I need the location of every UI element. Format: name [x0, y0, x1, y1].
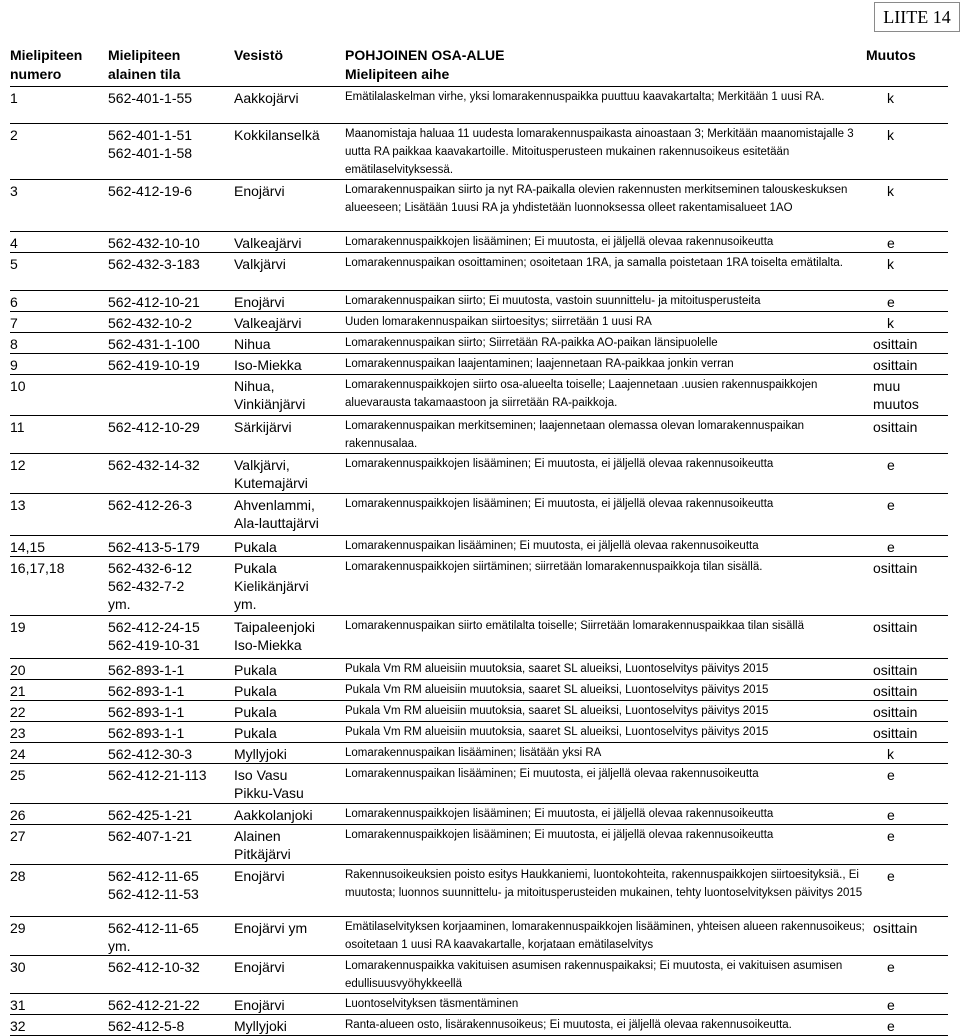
cell-change: [869, 722, 948, 743]
cell-subject: Lomarakennuspaikan lisääminen; Ei muutosta, ei jäljellä olevaa rakennusoikeutta: [345, 536, 869, 557]
cell-change: [869, 291, 948, 312]
cell-number: 12: [10, 454, 108, 494]
cell-line: 562-893-1-1: [108, 662, 185, 678]
cell-line: 562-412-10-29: [108, 419, 200, 435]
cell-water: [234, 616, 345, 659]
table-row: [10, 291, 948, 312]
cell-water: [234, 865, 345, 917]
cell-change: [869, 956, 948, 994]
cell-property: [108, 312, 234, 333]
cell-subject: Lomarakennuspaikan siirto; Ei muutosta, vastoin suunnittelu- ja mitoitusperusteita: [345, 291, 869, 312]
cell-change: [869, 180, 948, 232]
table-row: [10, 536, 948, 557]
cell-line: e: [887, 457, 895, 473]
cell-line: 562-412-11-53: [108, 886, 199, 902]
cell-line: osittain: [873, 357, 918, 373]
cell-change: [869, 375, 948, 416]
cell-subject: Emätilalaskelman virhe, yksi lomarakennuspaikka puuttuu kaavakartalta; Merkitään 1 uusi RA.: [345, 87, 869, 124]
cell-change: [869, 616, 948, 659]
cell-line: 562-431-1-100: [108, 336, 200, 352]
cell-water: [234, 994, 345, 1015]
cell-number: 24: [10, 743, 108, 764]
cell-change: [869, 680, 948, 701]
cell-number: 7: [10, 312, 108, 333]
cell-line: Pitkäjärvi: [234, 846, 291, 862]
cell-subject: Maanomistaja haluaa 11 uudesta lomarakennuspaikasta ainoastaan 3; Merkitään maanomistajalle 3 uutta RA paikkaa kaavakartoille. Mitoitusperusteen mukainen rakennusoikeus esitetään emätilaselvityksessä.: [345, 124, 869, 180]
cell-line: Iso Vasu: [234, 767, 288, 783]
cell-line: osittain: [873, 704, 918, 720]
cell-property: [108, 743, 234, 764]
cell-line: 562-893-1-1: [108, 725, 185, 741]
header-change: Muutos: [866, 47, 916, 63]
cell-line: 562-432-6-12: [108, 560, 193, 576]
cell-line: k: [887, 127, 894, 143]
cell-number: 22: [10, 701, 108, 722]
cell-line: ym.: [234, 596, 257, 612]
cell-line: 562-412-10-32: [108, 959, 200, 975]
cell-water: [234, 764, 345, 804]
cell-line: Särkijärvi: [234, 419, 292, 435]
table-row: [10, 454, 948, 494]
cell-number: 16,17,18: [10, 557, 108, 616]
table-row: [10, 722, 948, 743]
cell-change: [869, 312, 948, 333]
header-water: Vesistö: [234, 47, 284, 63]
cell-subject: Lomarakennuspaikkojen lisääminen; Ei muutosta, ei jäljellä olevaa rakennusoikeutta: [345, 804, 869, 825]
cell-subject: Ranta-alueen osto, lisärakennusoikeus; Ei muutosta, ei jäljellä olevaa rakennusoikeutta.: [345, 1015, 869, 1036]
cell-number: 1: [10, 87, 108, 124]
cell-line: Pukala: [234, 704, 277, 720]
cell-line: k: [887, 315, 894, 331]
cell-line: 562-413-5-179: [108, 539, 200, 555]
cell-number: 6: [10, 291, 108, 312]
cell-subject: Emätilaselvityksen korjaaminen, lomarakennuspaikkojen lisääminen, yhteisen alueen rakennusoikeus; osoitetaan 1 uusi RA kaavakartalle, korjataan emätilaselvitys: [345, 917, 869, 956]
cell-subject: Pukala Vm RM alueisiin muutoksia, saaret SL alueiksi, Luontoselvitys päivitys 2015: [345, 659, 869, 680]
cell-line: ym.: [108, 938, 131, 954]
cell-property: [108, 454, 234, 494]
header-sender: Mielipiteen alainen tila: [108, 47, 181, 82]
cell-line: osittain: [873, 683, 918, 699]
cell-number: 5: [10, 253, 108, 291]
cell-line: Nihua: [234, 336, 271, 352]
cell-line: 562-401-1-55: [108, 90, 193, 106]
cell-line: 562-432-10-10: [108, 235, 200, 251]
table-row: [10, 680, 948, 701]
cell-number: 28: [10, 865, 108, 917]
cell-subject: Lomarakennuspaikkojen siirto osa-alueelta toiselle; Laajennetaan .uusien rakennuspaikkojen aluevarausta takamaastoon ja siirretään RA-paikkoja.: [345, 375, 869, 416]
cell-line: osittain: [873, 920, 918, 936]
table-row: [10, 416, 948, 454]
cell-subject: Lomarakennuspaikan lisääminen; Ei muutosta, ei jäljellä olevaa rakennusoikeutta: [345, 764, 869, 804]
cell-line: 562-412-11-65: [108, 868, 199, 884]
cell-number: 27: [10, 825, 108, 865]
cell-line: muutos: [873, 396, 919, 412]
cell-line: 562-432-7-2: [108, 578, 185, 594]
cell-property: [108, 722, 234, 743]
cell-change: [869, 232, 948, 253]
cell-number: 25: [10, 764, 108, 804]
cell-water: [234, 804, 345, 825]
cell-water: [234, 1015, 345, 1036]
cell-change: [869, 764, 948, 804]
cell-line: 562-412-24-15: [108, 619, 200, 635]
cell-property: [108, 87, 234, 124]
cell-property: [108, 354, 234, 375]
cell-property: [108, 956, 234, 994]
cell-line: Kokkilanselkä: [234, 127, 320, 143]
cell-property: [108, 375, 234, 416]
header-subject: POHJOINEN OSA-ALUE Mielipiteen aihe: [345, 47, 505, 82]
cell-line: Myllyjoki: [234, 746, 287, 762]
cell-water: [234, 375, 345, 416]
cell-change: [869, 494, 948, 536]
cell-line: 562-419-10-19: [108, 357, 200, 373]
table-row: [10, 616, 948, 659]
cell-line: Taipaleenjoki: [234, 619, 315, 635]
cell-line: Iso-Miekka: [234, 357, 302, 373]
table-row: [10, 917, 948, 956]
cell-subject: Lomarakennuspaikan osoittaminen; osoitetaan 1RA, ja samalla poistetaan 1RA toiselta emätilalta.: [345, 253, 869, 291]
cell-water: [234, 232, 345, 253]
cell-property: [108, 494, 234, 536]
cell-property: [108, 764, 234, 804]
cell-water: [234, 416, 345, 454]
cell-line: 562-893-1-1: [108, 683, 185, 699]
cell-line: Alainen: [234, 828, 281, 844]
cell-subject: Luontoselvityksen täsmentäminen: [345, 994, 869, 1015]
cell-property: [108, 253, 234, 291]
appendix-label: LIITE 14: [874, 2, 960, 32]
cell-line: 562-412-11-65: [108, 920, 199, 936]
cell-property: [108, 917, 234, 956]
cell-line: Enojärvi: [234, 959, 285, 975]
table-row: [10, 701, 948, 722]
cell-subject: Lomarakennuspaikan laajentaminen; laajennetaan RA-paikkaa jonkin verran: [345, 354, 869, 375]
cell-number: 23: [10, 722, 108, 743]
table-row: [10, 354, 948, 375]
cell-line: Iso-Miekka: [234, 637, 302, 653]
cell-water: [234, 557, 345, 616]
cell-number: 32: [10, 1015, 108, 1036]
table-row: [10, 764, 948, 804]
cell-property: [108, 680, 234, 701]
cell-line: 562-419-10-31: [108, 637, 200, 653]
table-row: [10, 124, 948, 180]
cell-number: 13: [10, 494, 108, 536]
cell-line: e: [887, 539, 895, 555]
cell-line: Ahvenlammi,: [234, 497, 315, 513]
cell-line: 562-412-30-3: [108, 746, 193, 762]
cell-line: 562-407-1-21: [108, 828, 193, 844]
cell-property: [108, 701, 234, 722]
cell-line: Ala-lauttajärvi: [234, 515, 319, 531]
cell-change: [869, 804, 948, 825]
cell-change: [869, 994, 948, 1015]
cell-line: k: [887, 256, 894, 272]
cell-subject: Lomarakennuspaikan lisääminen; lisätään yksi RA: [345, 743, 869, 764]
cell-water: [234, 680, 345, 701]
cell-line: k: [887, 746, 894, 762]
cell-line: 562-412-26-3: [108, 497, 193, 513]
cell-line: e: [887, 497, 895, 513]
header-number: Mielipiteen numero: [10, 47, 83, 82]
cell-property: [108, 825, 234, 865]
cell-number: 10: [10, 375, 108, 416]
table-row: [10, 494, 948, 536]
cell-property: [108, 659, 234, 680]
cell-number: 29: [10, 917, 108, 956]
cell-line: Aakkojärvi: [234, 90, 299, 106]
cell-line: osittain: [873, 336, 918, 352]
cell-line: 562-412-5-8: [108, 1018, 185, 1034]
cell-line: 562-432-3-183: [108, 256, 200, 272]
cell-line: Enojärvi: [234, 997, 285, 1013]
cell-line: osittain: [873, 560, 918, 576]
cell-subject: Lomarakennuspaikka vakituisen asumisen rakennuspaikaksi; Ei muutosta, ei vakituisen asumisen edullisuusvyöhykkeellä: [345, 956, 869, 994]
cell-water: [234, 917, 345, 956]
table-row: [10, 994, 948, 1015]
cell-number: 8: [10, 333, 108, 354]
table-row: [10, 87, 948, 124]
cell-line: Vinkiänjärvi: [234, 396, 306, 412]
cell-line: Pukala: [234, 725, 277, 741]
cell-change: [869, 917, 948, 956]
cell-water: [234, 291, 345, 312]
cell-change: [869, 354, 948, 375]
cell-change: [869, 536, 948, 557]
table-row: [10, 1015, 948, 1036]
cell-subject: Lomarakennuspaikkojen lisääminen; Ei muutosta, ei jäljellä olevaa rakennusoikeutta: [345, 825, 869, 865]
cell-property: [108, 616, 234, 659]
cell-number: 9: [10, 354, 108, 375]
cell-change: [869, 87, 948, 124]
table-row: [10, 333, 948, 354]
cell-subject: Lomarakennuspaikan siirto ja nyt RA-paikalla olevien rakennusten merkitseminen talouskeskuksen alueeseen; Lisätään 1uusi RA ja yhdistetään luonnoksessa olleet rakentamisalueet 1AO: [345, 180, 869, 232]
cell-water: [234, 312, 345, 333]
cell-number: 31: [10, 994, 108, 1015]
cell-number: 19: [10, 616, 108, 659]
cell-subject: Rakennusoikeuksien poisto esitys Haukkaniemi, luontokohteita, rakennuspaikkojen siirtoesityksiä., Ei muutosta; luonnos suunnittelu- ja mitoitusperusteiden mukainen, tehty luontoselvityksen päivitys 2015: [345, 865, 869, 917]
cell-subject: Pukala Vm RM alueisiin muutoksia, saaret SL alueiksi, Luontoselvitys päivitys 2015: [345, 680, 869, 701]
cell-number: 30: [10, 956, 108, 994]
cell-line: e: [887, 767, 895, 783]
cell-change: [869, 659, 948, 680]
cell-change: [869, 825, 948, 865]
cell-water: [234, 722, 345, 743]
cell-line: Aakkolanjoki: [234, 807, 313, 823]
cell-water: [234, 825, 345, 865]
table-row: [10, 375, 948, 416]
cell-property: [108, 804, 234, 825]
cell-line: k: [887, 90, 894, 106]
cell-line: 562-412-10-21: [108, 294, 200, 310]
cell-property: [108, 232, 234, 253]
cell-line: e: [887, 807, 895, 823]
cell-subject: Lomarakennuspaikkojen lisääminen; Ei muutosta, ei jäljellä olevaa rakennusoikeutta: [345, 494, 869, 536]
table-header: [0, 46, 960, 86]
cell-water: [234, 87, 345, 124]
table-row: [10, 804, 948, 825]
cell-line: 562-401-1-51: [108, 127, 193, 143]
cell-line: e: [887, 1018, 895, 1034]
cell-line: osittain: [873, 419, 918, 435]
cell-number: 14,15: [10, 536, 108, 557]
cell-line: Enojärvi: [234, 294, 285, 310]
cell-property: [108, 1015, 234, 1036]
table-row: [10, 180, 948, 232]
cell-subject: Lomarakennuspaikan siirto; Siirretään RA-paikka AO-paikan länsipuolelle: [345, 333, 869, 354]
cell-line: Valkjärvi: [234, 256, 286, 272]
cell-property: [108, 536, 234, 557]
cell-change: [869, 253, 948, 291]
cell-change: [869, 701, 948, 722]
cell-property: [108, 557, 234, 616]
cell-line: Pukala: [234, 683, 277, 699]
cell-line: osittain: [873, 619, 918, 635]
cell-property: [108, 865, 234, 917]
table-row: [10, 659, 948, 680]
cell-line: e: [887, 868, 895, 884]
cell-line: Enojärvi: [234, 868, 285, 884]
cell-water: [234, 956, 345, 994]
cell-line: 562-401-1-58: [108, 145, 193, 161]
table-row: [10, 865, 948, 917]
cell-property: [108, 416, 234, 454]
cell-line: Enojärvi: [234, 183, 285, 199]
cell-line: Valkjärvi,: [234, 457, 290, 473]
cell-property: [108, 994, 234, 1015]
table-row: [10, 557, 948, 616]
cell-water: [234, 659, 345, 680]
cell-water: [234, 180, 345, 232]
cell-water: [234, 494, 345, 536]
cell-property: [108, 124, 234, 180]
table-row: [10, 232, 948, 253]
cell-line: Kutemajärvi: [234, 475, 308, 491]
table-row: [10, 253, 948, 291]
cell-line: e: [887, 997, 895, 1013]
table-row: [10, 956, 948, 994]
cell-water: [234, 701, 345, 722]
cell-line: Kielikänjärvi: [234, 578, 309, 594]
cell-property: [108, 333, 234, 354]
cell-subject: Lomarakennuspaikan merkitseminen; laajennetaan olemassa olevan lomarakennuspaikan rakennusalaa.: [345, 416, 869, 454]
cell-property: [108, 180, 234, 232]
cell-line: Valkeajärvi: [234, 315, 302, 331]
cell-water: [234, 536, 345, 557]
cell-water: [234, 454, 345, 494]
cell-change: [869, 124, 948, 180]
cell-line: Pikku-Vasu: [234, 785, 304, 801]
cell-water: [234, 124, 345, 180]
cell-line: Pukala: [234, 560, 277, 576]
cell-subject: Uuden lomarakennuspaikan siirtoesitys; siirretään 1 uusi RA: [345, 312, 869, 333]
cell-number: 4: [10, 232, 108, 253]
cell-line: 562-412-21-113: [108, 767, 207, 783]
cell-line: Valkeajärvi: [234, 235, 302, 251]
cell-line: Enojärvi ym: [234, 920, 308, 936]
cell-line: ym.: [108, 596, 131, 612]
cell-line: osittain: [873, 662, 918, 678]
cell-line: 562-412-19-6: [108, 183, 193, 199]
cell-water: [234, 354, 345, 375]
cell-change: [869, 557, 948, 616]
cell-line: Pukala: [234, 539, 277, 555]
cell-water: [234, 333, 345, 354]
cell-line: e: [887, 828, 895, 844]
cell-line: e: [887, 235, 895, 251]
cell-subject: Lomarakennuspaikkojen siirtäminen; siirretään lomarakennuspaikkoja tilan sisällä.: [345, 557, 869, 616]
cell-water: [234, 253, 345, 291]
cell-line: e: [887, 959, 895, 975]
cell-change: [869, 743, 948, 764]
cell-property: [108, 291, 234, 312]
cell-line: muu: [873, 378, 901, 394]
cell-change: [869, 865, 948, 917]
cell-line: 562-432-10-2: [108, 315, 193, 331]
cell-line: Nihua,: [234, 378, 275, 394]
table-row: [10, 312, 948, 333]
cell-line: osittain: [873, 725, 918, 741]
cell-change: [869, 454, 948, 494]
cell-number: 20: [10, 659, 108, 680]
cell-number: 11: [10, 416, 108, 454]
cell-line: 562-425-1-21: [108, 807, 193, 823]
cell-water: [234, 743, 345, 764]
cell-subject: Lomarakennuspaikkojen lisääminen; Ei muutosta, ei jäljellä olevaa rakennusoikeutta: [345, 232, 869, 253]
cell-number: 2: [10, 124, 108, 180]
cell-subject: Lomarakennuspaikkojen lisääminen; Ei muutosta, ei jäljellä olevaa rakennusoikeutta: [345, 454, 869, 494]
cell-number: 3: [10, 180, 108, 232]
cell-line: Pukala: [234, 662, 277, 678]
cell-line: 562-412-21-22: [108, 997, 200, 1013]
table-row: [10, 743, 948, 764]
cell-subject: Pukala Vm RM alueisiin muutoksia, saaret SL alueiksi, Luontoselvitys päivitys 2015: [345, 701, 869, 722]
cell-line: 562-893-1-1: [108, 704, 185, 720]
cell-number: 21: [10, 680, 108, 701]
cell-line: 562-432-14-32: [108, 457, 200, 473]
table-row: [10, 825, 948, 865]
cell-number: 26: [10, 804, 108, 825]
cell-line: k: [887, 183, 894, 199]
cell-change: [869, 1015, 948, 1036]
cell-subject: Lomarakennuspaikan siirto emätilalta toiselle; Siirretään lomarakennuspaikkaa tilan sisällä: [345, 616, 869, 659]
cell-change: [869, 416, 948, 454]
opinion-table: [10, 86, 948, 1036]
cell-line: e: [887, 294, 895, 310]
cell-subject: Pukala Vm RM alueisiin muutoksia, saaret SL alueiksi, Luontoselvitys päivitys 2015: [345, 722, 869, 743]
cell-change: [869, 333, 948, 354]
cell-line: Myllyjoki: [234, 1018, 287, 1034]
